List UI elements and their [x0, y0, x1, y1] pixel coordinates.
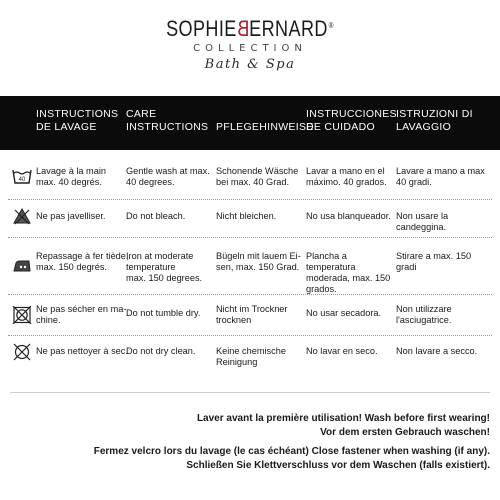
cell-en: Do not tumble dry.: [126, 308, 201, 318]
note-fastener: Fermez velcro lors du lavage (le cas échéant) Close fastener when washing (if any).: [93, 446, 490, 457]
cell-de: Schonende Wäsche bei max. 40 Grad.: [216, 166, 299, 187]
no-dry-clean-icon: [12, 343, 32, 361]
registered-mark: ®: [328, 20, 334, 30]
iron-two-dots-icon: [12, 256, 32, 274]
cell-de: Nicht im Trockner trocknen: [216, 304, 288, 325]
cell-it: Non usare la candeggina.: [396, 211, 449, 232]
cell-it: Non lavare a secco.: [396, 346, 478, 356]
cell-en: Gentle wash at max. 40 degrees.: [126, 166, 210, 187]
cell-it: Non utilizzare l'asciugatrice.: [396, 304, 452, 325]
cell-es: Plancha a temperatura moderada, max. 150 grados.: [306, 251, 391, 294]
cell-fr: Ne pas nettoyer à sec.: [36, 346, 128, 356]
cell-es: No usa blanqueador.: [306, 211, 391, 221]
cell-de: Keine chemische Reinigung: [216, 346, 286, 367]
cell-fr: Ne pas sécher en ma- chine.: [36, 304, 127, 325]
brand-name-mid: B: [236, 16, 250, 41]
brand-name-right: ERNARD: [249, 16, 328, 41]
cell-it: Lavare a mano a max 40 gradi.: [396, 166, 485, 187]
table-row: [0, 295, 500, 334]
cell-it: Stirare a max. 150 gradi: [396, 251, 472, 272]
cell-fr: Ne pas javelliser.: [36, 211, 106, 221]
brand-name-left: SOPHIE: [166, 16, 237, 41]
cell-fr: Lavage à la main max. 40 degrés.: [36, 166, 106, 187]
cell-de: Nicht bleichen.: [216, 211, 277, 221]
column-header-es: INSTRUCCIONES DE CUIDADO: [306, 108, 397, 133]
column-header-en: CARE INSTRUCTIONS: [126, 108, 209, 133]
brand-logo: [45, 16, 455, 42]
cell-es: Lavar a mano en el máximo. 40 grados.: [306, 166, 387, 187]
cell-en: Iron at moderate temperature max. 150 degrees.: [126, 251, 203, 283]
cell-es: No usar secadora.: [306, 308, 382, 318]
notes-divider: [10, 392, 490, 393]
table-row: [0, 200, 500, 236]
brand-header: [0, 0, 500, 96]
column-header-fr: INSTRUCTIONS DE LAVAGE: [36, 108, 119, 133]
no-bleach-icon: [12, 207, 32, 225]
table-header: [0, 96, 500, 150]
column-header-de: PFLEGEHINWEISE: [216, 121, 314, 133]
cell-en: Do not dry clean.: [126, 346, 196, 356]
note-wash-first-de: Vor dem ersten Gebrauch waschen!: [320, 427, 490, 438]
cell-es: No lavar en seco.: [306, 346, 378, 356]
brand-line: Bath & Spa: [204, 57, 296, 72]
table-row: [0, 238, 500, 294]
wash-40-icon: [12, 167, 32, 185]
brand-collection: COLLECTION: [193, 43, 307, 54]
note-fastener-de: Schließen Sie Klettverschluss vor dem Waschen (falls existiert).: [186, 460, 490, 471]
cell-fr: Repassage à fer tiède, max. 150 degrés.: [36, 251, 129, 272]
no-tumble-dry-icon: [12, 306, 32, 324]
table-row: [0, 336, 500, 376]
table-row: [0, 150, 500, 198]
cell-de: Bügeln mit lauem Ei- sen, max. 150 Grad.: [216, 251, 301, 272]
cell-en: Do not bleach.: [126, 211, 186, 221]
column-header-it: ISTRUZIONI DI LAVAGGIO: [396, 108, 473, 133]
svg-text:40: 40: [18, 177, 26, 183]
note-wash-first: Laver avant la première utilisation! Wash before first wearing!: [196, 413, 490, 424]
